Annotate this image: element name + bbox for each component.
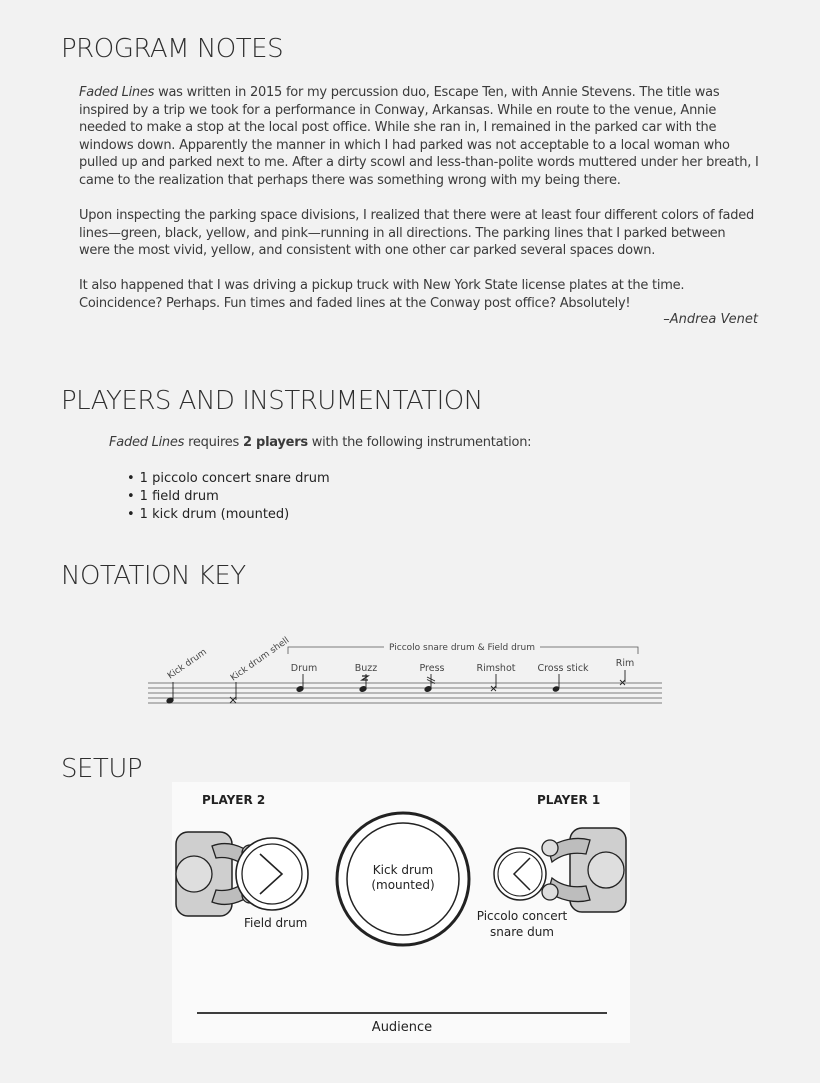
setup-heading: SETUP	[61, 754, 143, 784]
list-item: • 1 piccolo concert snare drum	[127, 470, 330, 488]
intro-text: requires	[184, 435, 243, 450]
label-rimshot: Rimshot	[476, 663, 516, 674]
bracket-label: Piccolo snare drum & Field drum	[389, 643, 535, 653]
rimshot-note	[491, 674, 496, 691]
kick-drum-label-line-2: (mounted)	[371, 878, 435, 892]
label-rim: Rim	[615, 658, 635, 669]
player-1-label: PLAYER 1	[537, 793, 601, 807]
label-cross-stick: Cross stick	[537, 663, 589, 674]
players-intro	[109, 435, 531, 450]
instrument-list	[127, 470, 330, 524]
notation-key-diagram	[140, 630, 670, 710]
piece-title: Faded Lines	[79, 85, 155, 100]
setup-diagram	[172, 782, 630, 1043]
snare-label-line-2: snare dum	[490, 925, 554, 939]
paragraph-text: was written in 2015 for my percussion duo, Escape Ten, with Annie Stevens. The title was inspired by a trip we took for a performance in Conway, Arkansas. While en route to the venue, Annie needed to make a stop at the local post office. While she ran in, I remained in the parked car with the windows down. Apparently the manner in which I had parked was not acceptable to a local woman who pulled up and parked next to me. After a dirty scowl and less-than-polite words muttered under her breath, I came to the realization that perhaps there was something wrong with my being there.	[79, 85, 759, 188]
label-kick-drum-shell: Kick drum shell	[228, 635, 292, 684]
audience-label: Audience	[371, 1020, 433, 1035]
program-notes-paragraph-2: Upon inspecting the parking space divisions, I realized that there were at least four different colors of faded lines—green, black, yellow, and pink—running in all directions. The parking lines that I parked between were the most vivid, yellow, and consistent with one other car parked several spaces down.	[79, 208, 755, 258]
list-item: • 1 kick drum (mounted)	[127, 506, 330, 524]
kick-drum-label-line-1: Kick drum	[372, 863, 434, 877]
label-drum: Drum	[290, 663, 318, 674]
label-press: Press	[419, 663, 445, 674]
piccolo-snare-drum	[494, 848, 546, 900]
program-notes-heading: PROGRAM NOTES	[61, 34, 284, 64]
snare-label-line-1: Piccolo concert	[476, 909, 568, 923]
list-item: • 1 field drum	[127, 488, 330, 506]
label-kick-drum: Kick drum	[165, 647, 209, 682]
field-drum	[236, 838, 308, 910]
piece-title: Faded Lines	[109, 435, 185, 450]
notation-key-heading: NOTATION KEY	[61, 561, 246, 591]
players-heading: PLAYERS AND INSTRUMENTATION	[61, 386, 483, 416]
author-signature: –Andrea Venet	[663, 312, 758, 327]
player-2-label: PLAYER 2	[202, 793, 266, 807]
program-notes-paragraph-3: It also happened that I was driving a pickup truck with New York State license plates at the time. Coincidence? Perhaps. Fun times and faded lines at the Conway post office? Absolutely!	[79, 278, 685, 311]
program-notes-paragraph-1	[79, 84, 759, 189]
player-count: 2 players	[242, 435, 308, 450]
player-1-figure	[542, 828, 626, 912]
kick-drum-shell-note	[230, 682, 236, 703]
label-buzz: Buzz	[354, 663, 378, 674]
field-drum-label: Field drum	[244, 916, 308, 930]
intro-text: with the following instrumentation:	[307, 435, 532, 450]
